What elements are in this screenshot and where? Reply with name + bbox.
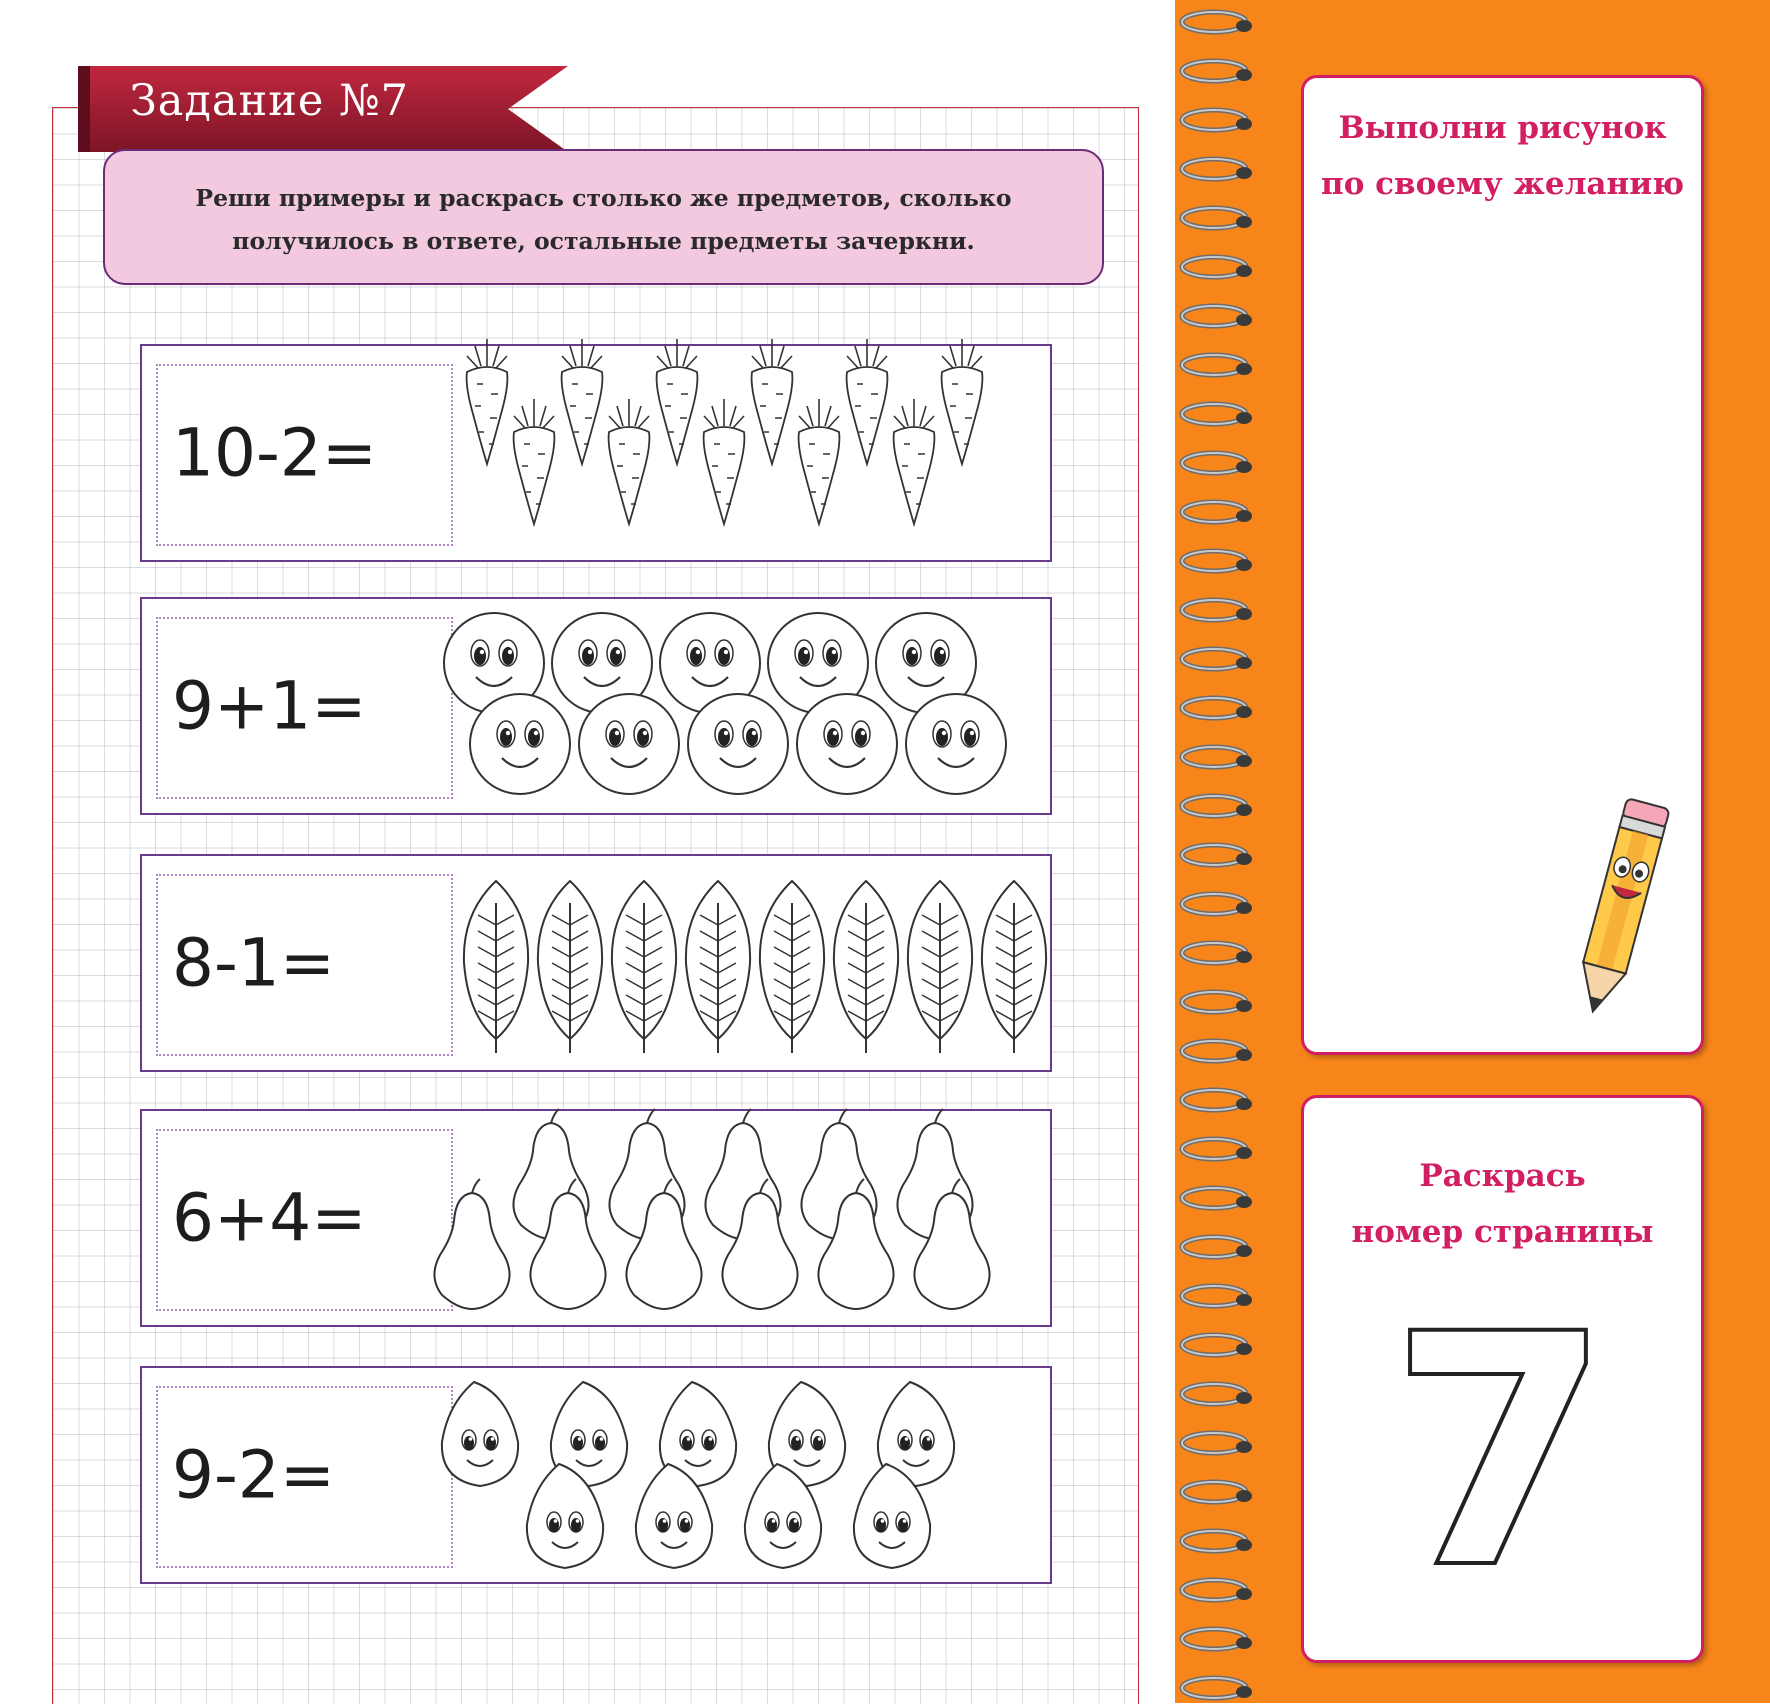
carrot-icon[interactable] bbox=[514, 399, 555, 524]
leaf-icon[interactable] bbox=[612, 881, 676, 1053]
color-page-line-2: номер страницы bbox=[1351, 1214, 1654, 1250]
pear-group bbox=[142, 1111, 1050, 1325]
instruction-line-1: Реши примеры и раскрась столько же предметов, сколько bbox=[195, 184, 1012, 212]
math-expression: 6+4= bbox=[172, 1179, 367, 1257]
spiral-ring bbox=[1182, 355, 1252, 375]
carrot-icon[interactable] bbox=[609, 399, 650, 524]
spiral-ring bbox=[1182, 110, 1252, 130]
math-expression: 10-2= bbox=[172, 414, 378, 492]
task-row bbox=[140, 1109, 1052, 1327]
spiral-ring bbox=[1182, 1482, 1252, 1502]
carrot-icon[interactable] bbox=[752, 339, 793, 464]
spiral-ring bbox=[1182, 404, 1252, 424]
task-row bbox=[140, 344, 1052, 562]
leaf-icon[interactable] bbox=[464, 881, 528, 1053]
carrot-group bbox=[142, 346, 1050, 560]
droplet-face-icon[interactable] bbox=[442, 1382, 518, 1486]
smiley-face-icon[interactable] bbox=[579, 694, 679, 794]
carrot-icon[interactable] bbox=[847, 339, 888, 464]
task-row bbox=[140, 854, 1052, 1072]
math-expression: 9+1= bbox=[172, 667, 367, 745]
smiley-face-icon[interactable] bbox=[906, 694, 1006, 794]
spiral-ring bbox=[1182, 1237, 1252, 1257]
carrot-icon[interactable] bbox=[704, 399, 745, 524]
task-row bbox=[140, 1366, 1052, 1584]
spiral-ring bbox=[1182, 796, 1252, 816]
smiley-face-icon[interactable] bbox=[688, 694, 788, 794]
leaf-icon[interactable] bbox=[538, 881, 602, 1053]
draw-prompt-line-2: по своему желанию bbox=[1321, 166, 1684, 202]
spiral-ring bbox=[1182, 257, 1252, 277]
page-number-outline[interactable] bbox=[1388, 1267, 1612, 1639]
spiral-ring bbox=[1182, 306, 1252, 326]
spiral-ring bbox=[1182, 1678, 1252, 1698]
carrot-icon[interactable] bbox=[562, 339, 603, 464]
spiral-ring bbox=[1182, 551, 1252, 571]
smiley-group bbox=[142, 599, 1050, 813]
spiral-ring bbox=[1182, 845, 1252, 865]
spiral-binding bbox=[1170, 0, 1270, 1703]
spiral-ring bbox=[1182, 159, 1252, 179]
spiral-ring bbox=[1182, 1433, 1252, 1453]
task-title: Задание №7 bbox=[130, 76, 410, 126]
carrot-icon[interactable] bbox=[942, 339, 983, 464]
spiral-ring bbox=[1182, 1531, 1252, 1551]
page-number: 7 bbox=[1388, 1267, 1612, 1639]
leaf-icon[interactable] bbox=[982, 881, 1046, 1053]
instruction-line-2: получилось в ответе, остальные предметы зачеркни. bbox=[232, 227, 975, 255]
color-page-line-1: Раскрась bbox=[1419, 1158, 1586, 1194]
spiral-ring bbox=[1182, 1286, 1252, 1306]
instruction-box bbox=[103, 149, 1104, 285]
spiral-ring bbox=[1182, 453, 1252, 473]
spiral-ring bbox=[1182, 502, 1252, 522]
leaf-group bbox=[142, 856, 1050, 1070]
spiral-ring bbox=[1182, 1090, 1252, 1110]
spiral-ring bbox=[1182, 208, 1252, 228]
leaf-icon[interactable] bbox=[686, 881, 750, 1053]
pear-icon[interactable] bbox=[434, 1179, 509, 1309]
spiral-ring bbox=[1182, 894, 1252, 914]
spiral-ring bbox=[1182, 747, 1252, 767]
spiral-ring bbox=[1182, 1335, 1252, 1355]
spiral-ring bbox=[1182, 600, 1252, 620]
spiral-ring bbox=[1182, 943, 1252, 963]
carrot-icon[interactable] bbox=[894, 399, 935, 524]
spiral-ring bbox=[1182, 1384, 1252, 1404]
spiral-ring bbox=[1182, 1188, 1252, 1208]
spiral-ring bbox=[1182, 1139, 1252, 1159]
carrot-icon[interactable] bbox=[467, 339, 508, 464]
droplet-group bbox=[142, 1368, 1050, 1582]
spiral-ring bbox=[1182, 12, 1252, 32]
spiral-ring bbox=[1182, 1629, 1252, 1649]
task-row bbox=[140, 597, 1052, 815]
spiral-ring bbox=[1182, 649, 1252, 669]
spiral-ring bbox=[1182, 61, 1252, 81]
leaf-icon[interactable] bbox=[834, 881, 898, 1053]
leaf-icon[interactable] bbox=[760, 881, 824, 1053]
smiley-face-icon[interactable] bbox=[470, 694, 570, 794]
smiley-face-icon[interactable] bbox=[797, 694, 897, 794]
math-expression: 8-1= bbox=[172, 924, 336, 1002]
spiral-ring bbox=[1182, 698, 1252, 718]
carrot-icon[interactable] bbox=[799, 399, 840, 524]
pencil-mascot-icon bbox=[1560, 790, 1680, 1030]
leaf-icon[interactable] bbox=[908, 881, 972, 1053]
draw-prompt-line-1: Выполни рисунок bbox=[1338, 110, 1667, 146]
spiral-ring bbox=[1182, 1041, 1252, 1061]
math-expression: 9-2= bbox=[172, 1436, 336, 1514]
carrot-icon[interactable] bbox=[657, 339, 698, 464]
spiral-ring bbox=[1182, 992, 1252, 1012]
spiral-ring bbox=[1182, 1580, 1252, 1600]
